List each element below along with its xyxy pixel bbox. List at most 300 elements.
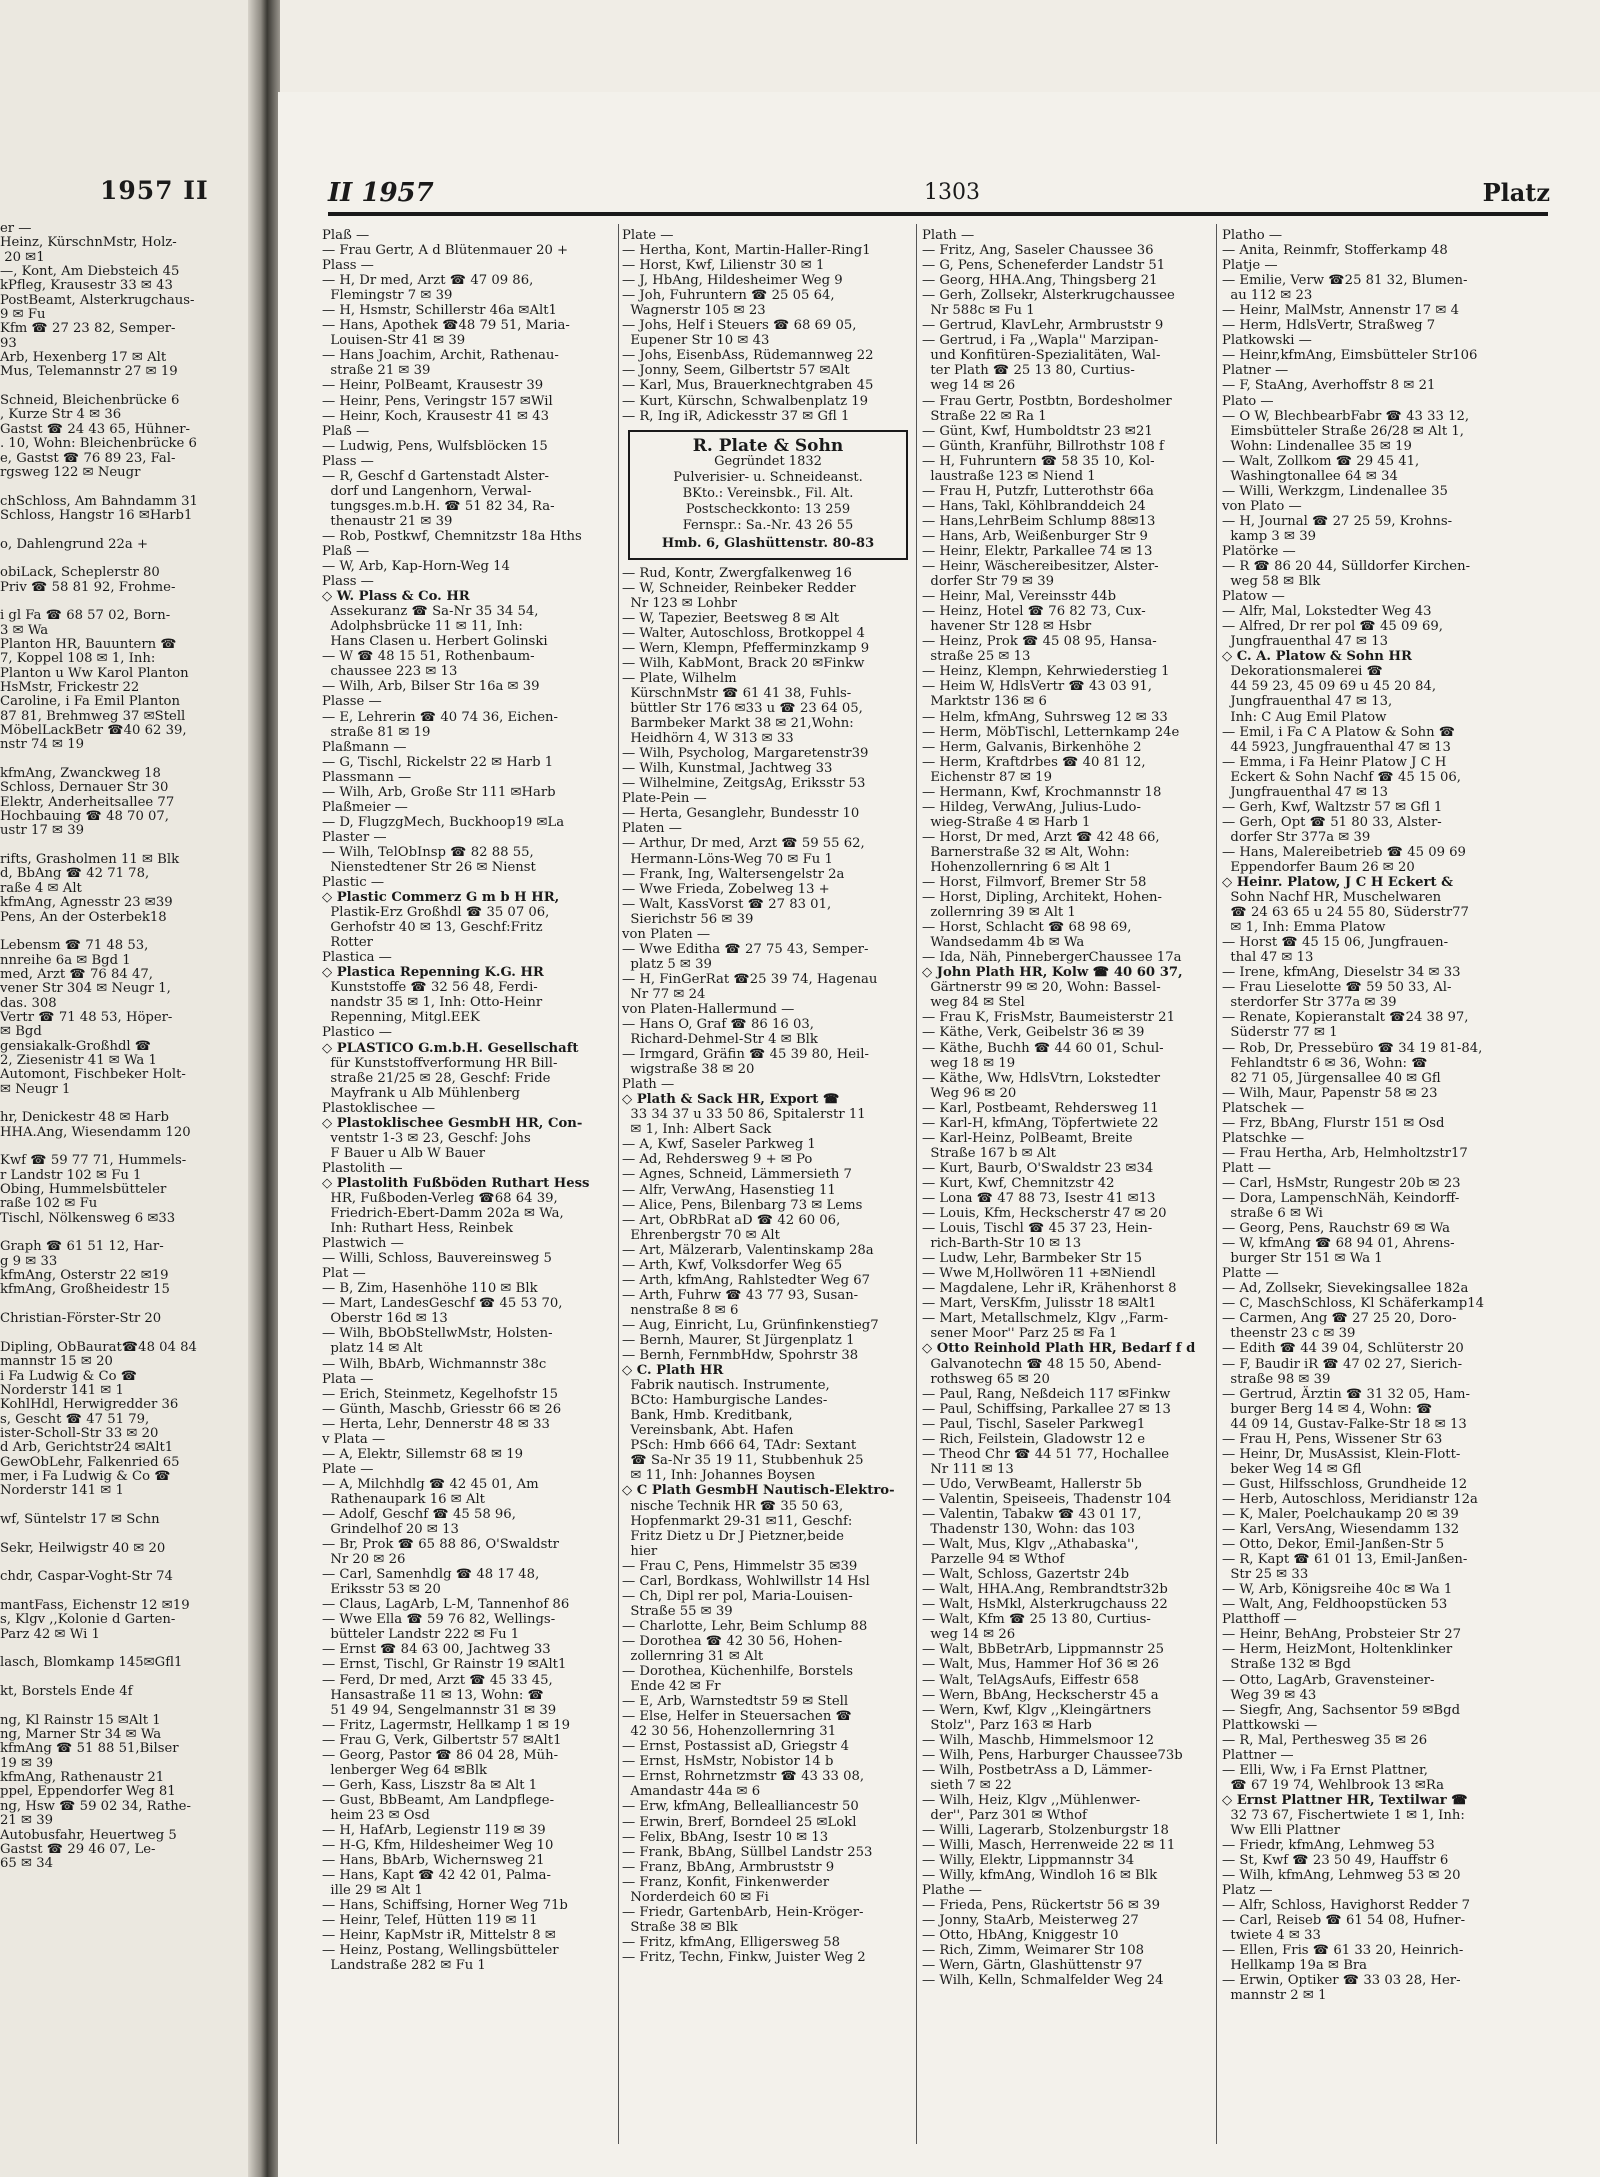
entry-line: Eckert & Sohn Nachf ☎ 45 15 06,: [1222, 769, 1461, 785]
entry-line: Flemingstr 7 ✉ 39: [322, 288, 453, 304]
left-entry-line: HHA.Ang, Wiesendamm 120: [0, 1124, 191, 1140]
entry-line: — Wilh, PostbetrAss a D, Lämmer-: [922, 1762, 1153, 1778]
entry-line: — H, Journal ☎ 27 25 59, Krohns-: [1222, 513, 1453, 529]
entry-line: 51 49 94, Sengelmannstr 31 ✉ 39: [322, 1702, 557, 1718]
surname-heading: Plate —: [322, 1461, 374, 1477]
entry-line: dorf und Langenhorn, Verwal-: [322, 483, 532, 499]
entry-line: kamp 3 ✉ 39: [1222, 528, 1316, 544]
entry-line: — Aug, Einricht, Lu, Grünfinkenstieg7: [622, 1317, 879, 1333]
left-entry-line: [0, 753, 220, 767]
entry-line: — G, Tischl, Rickelstr 22 ✉ Harb 1: [322, 754, 554, 770]
entry-line: 42 30 56, Hohenzollernring 31: [622, 1724, 837, 1740]
surname-heading: Platthoff —: [1222, 1612, 1297, 1628]
entry-line: — W, Schneider, Reinbeker Redder: [622, 580, 856, 596]
entry-line: — Günth, Maschb, Griesstr 66 ✉ 26: [322, 1401, 562, 1417]
firm-entry-line: ◇ Plastoklischee GesmbH HR, Con-: [322, 1115, 583, 1131]
entry-line: — Theod Chr ☎ 44 51 77, Hochallee: [922, 1446, 1170, 1462]
left-entry-line: 7, Koppel 108 ✉ 1, Inh:: [0, 651, 156, 667]
entry-line: Stolz'', Parz 163 ✉ Harb: [922, 1717, 1092, 1733]
surname-heading: Plastwich —: [322, 1236, 404, 1252]
entry-line: — Horst, Schlacht ☎ 68 98 69,: [922, 920, 1132, 936]
entry-line: weg 18 ✉ 19: [922, 1055, 1016, 1071]
entry-line: Ww Elli Plattner: [1222, 1822, 1341, 1838]
entry-line: — Wwe M,Hollwören 11 +✉Niendl: [922, 1266, 1156, 1282]
entry-line: — Gust, BbBeamt, Am Landpflege-: [322, 1792, 555, 1808]
entry-line: — Kurt, Baurb, O'Swaldstr 23 ✉34: [922, 1160, 1154, 1176]
entry-line: — Herta, Lehr, Dennerstr 48 ✉ 33: [322, 1416, 550, 1432]
entry-line: — Hans, Schiffsing, Horner Weg 71b: [322, 1898, 568, 1914]
entry-line: Sohn Nachf HR, Muschelwaren: [1222, 890, 1442, 906]
surname-heading: Plate —: [622, 228, 674, 243]
left-entry-line: g 9 ✉ 33: [0, 1253, 58, 1269]
entry-line: Nr 111 ✉ 13: [922, 1461, 1014, 1477]
entry-line: — A, Elektr, Sillemstr 68 ✉ 19: [322, 1446, 524, 1462]
entry-line: — Dora, LampenschNäh, Keindorff-: [1222, 1191, 1460, 1206]
entry-line: — R, Ing iR, Adickesstr 37 ✉ Gfl 1: [622, 408, 850, 424]
entry-line: — Heinz, Postang, Wellingsbütteler: [322, 1943, 559, 1959]
entry-line: — Willi, Masch, Herrenweide 22 ✉ 11: [922, 1838, 1176, 1854]
entry-line: der'', Parz 301 ✉ Wthof: [922, 1807, 1087, 1823]
entry-line: ✉ 1, Inh: Emma Platow: [1222, 920, 1386, 936]
surname-heading: von Plato —: [1222, 498, 1302, 514]
entry-line: — Wilh, Kelln, Schmalfelder Weg 24: [922, 1973, 1164, 1989]
entry-line: Ende 42 ✉ Fr: [622, 1679, 721, 1695]
entry-line: — Herm, Galvanis, Birkenhöhe 2: [922, 739, 1142, 755]
left-entry-line: [0, 925, 220, 939]
left-entry-line: er —: [0, 222, 32, 236]
entry-line: — Ad, Zollsekr, Sievekingsallee 182a: [1222, 1281, 1469, 1297]
entry-line: — Paul, Schiffsing, Parkallee 27 ✉ 13: [922, 1401, 1171, 1417]
entry-line: — Emil, i Fa C A Platow & Sohn ☎: [1222, 724, 1456, 740]
entry-line: — Walter, Autoschloss, Brotkoppel 4: [622, 625, 865, 641]
entry-line: — Louis, Tischl ☎ 45 37 23, Hein-: [922, 1221, 1153, 1237]
left-entry-line: Arb, Hexenberg 17 ✉ Alt: [0, 350, 167, 366]
entry-line: — Otto, Dekor, Emil-Janßen-Str 5: [1222, 1537, 1445, 1553]
surname-heading: Plate-Pein —: [622, 791, 707, 807]
entry-line: — Erwin, Brerf, Borndeel 25 ✉Lokl: [622, 1814, 857, 1830]
entry-line: — Gertrud, KlavLehr, Armbruststr 9: [922, 318, 1164, 334]
entry-line: — Käthe, Verk, Geibelstr 36 ✉ 39: [922, 1025, 1145, 1041]
entry-line: ventstr 1-3 ✉ 23, Geschf: Johs: [322, 1130, 531, 1146]
left-entry-line: chdr, Caspar-Voght-Str 74: [0, 1569, 173, 1585]
entry-line: — Irene, kfmAng, Dieselstr 34 ✉ 33: [1222, 965, 1461, 981]
entry-line: — C, MaschSchloss, Kl Schäferkamp14: [1222, 1296, 1484, 1312]
surname-heading: v Plata —: [322, 1431, 386, 1447]
left-entry-line: [0, 1298, 220, 1312]
entry-line: Friedrich-Ebert-Damm 202a ✉ Wa,: [322, 1206, 564, 1222]
entry-line: — Ludw, Lehr, Barmbeker Str 15: [922, 1251, 1142, 1267]
entry-line: — Walt, Zollkom ☎ 29 45 41,: [1222, 453, 1420, 469]
entry-line: — Alice, Pens, Bilenbarg 73 ✉ Lems: [622, 1197, 863, 1213]
surname-heading: Plaß —: [322, 423, 370, 439]
entry-line: — Hans, Apothek ☎48 79 51, Maria-: [322, 318, 570, 334]
entry-line: — Käthe, Ww, HdlsVtrn, Lokstedter: [922, 1070, 1161, 1086]
left-entry-line: Schloss, Dernauer Str 30: [0, 780, 169, 796]
entry-line: Repenning, Mitgl.EEK: [322, 1010, 480, 1026]
entry-line: Nr 588c ✉ Fu 1: [922, 303, 1035, 319]
entry-line: — Fritz, Ang, Saseler Chaussee 36: [922, 243, 1154, 259]
entry-line: — Walt, TelAgsAufs, Eiffestr 658: [922, 1672, 1139, 1688]
entry-line: — Rob, Postkwf, Chemnitzstr 18a Hths: [322, 528, 582, 544]
entry-line: Vereinsbank, Abt. Hafen: [622, 1423, 794, 1439]
ad-line: Postscheckkonto: 13 259: [685, 501, 851, 517]
entry-line: — Günth, Kranführ, Billrothstr 108 f: [922, 438, 1164, 454]
entry-line: — Johs, EisenbAss, Rüdemannweg 22: [622, 348, 874, 364]
firm-entry-line: ◇ C. A. Platow & Sohn HR: [1222, 649, 1412, 665]
keyword-header: Platz: [1482, 178, 1550, 207]
surname-heading: Platho —: [1222, 228, 1283, 243]
left-entry-line: 87 81, Brehmweg 37 ✉Stell: [0, 708, 186, 724]
left-entry-line: Pens, An der Osterbek18: [0, 909, 167, 925]
entry-line: tungsges.m.b.H. ☎ 51 82 34, Ra-: [322, 498, 555, 514]
entry-line: — Ernst, HsMstr, Nobistor 14 b: [622, 1754, 834, 1770]
surname-heading: Plastoklischee —: [322, 1100, 436, 1116]
entry-line: — Ch, Dipl rer pol, Maria-Louisen-: [622, 1588, 853, 1604]
entry-line: — Wilh, Maschb, Himmelsmoor 12: [922, 1732, 1155, 1748]
entry-line: burger Str 151 ✉ Wa 1: [1222, 1251, 1383, 1267]
entry-line: Galvanotechn ☎ 48 15 50, Abend-: [922, 1356, 1162, 1372]
entry-line: — Heinz, Hotel ☎ 76 82 73, Cux-: [922, 604, 1146, 620]
left-entry-line: [0, 1097, 220, 1111]
entry-line: F Bauer u Alb W Bauer: [322, 1145, 486, 1161]
entry-line: Straße 55 ✉ 39: [622, 1603, 733, 1619]
left-entry-line: ustr 17 ✉ 39: [0, 823, 85, 839]
entry-line: — Ernst, Rohrnetzmstr ☎ 43 33 08,: [622, 1769, 865, 1785]
entry-line: — Wilh, Arb, Bilser Str 16a ✉ 39: [322, 679, 540, 695]
surname-heading: Plata —: [322, 1371, 374, 1387]
entry-line: — Wern, Kwf, Klgv ,,Kleingärtners: [922, 1702, 1152, 1718]
entry-line: Amandastr 44a ✉ 6: [622, 1784, 761, 1800]
entry-line: — Bernh, FernmbHdw, Spohrstr 38: [622, 1348, 859, 1364]
entry-line: — Siegfr, Ang, Sachsentor 59 ✉Bgd: [1222, 1702, 1461, 1718]
left-entry-line: Elektr, Anderheitsallee 77: [0, 794, 175, 810]
entry-line: — Fritz, Lagermstr, Hellkamp 1 ✉ 19: [322, 1717, 570, 1733]
entry-line: — Ernst, Postassist aD, Griegstr 4: [622, 1739, 850, 1755]
entry-line: Eppendorfer Baum 26 ✉ 20: [1222, 859, 1415, 875]
entry-line: — Elli, Ww, i Fa Ernst Plattner,: [1222, 1762, 1428, 1778]
entry-line: — Fritz, kfmAng, Elligersweg 58: [622, 1934, 841, 1950]
left-entry-line: [0, 595, 220, 609]
entry-line: — Horst, Dipling, Architekt, Hohen-: [922, 890, 1162, 906]
left-entry-line: kfmAng, Großheidestr 15: [0, 1282, 170, 1298]
left-entry-line: Kfm ☎ 27 23 82, Semper-: [0, 321, 176, 337]
firm-entry-line: ◇ C. Plath HR: [622, 1363, 724, 1379]
entry-line: burger Berg 14 ✉ 4, Wohn: ☎: [1222, 1401, 1433, 1417]
entry-line: havener Str 128 ✉ Hsbr: [922, 619, 1092, 635]
entry-line: — Heinz, Prok ☎ 45 08 95, Hansa-: [922, 634, 1157, 650]
entry-line: sener Moor'' Parz 25 ✉ Fa 1: [922, 1326, 1118, 1342]
left-entry-line: [0, 552, 220, 566]
left-entry-line: 20 ✉1: [0, 249, 45, 265]
entry-line: — Heinr, Koch, Krausestr 41 ✉ 43: [322, 408, 549, 424]
surname-heading: Plaßmeier —: [322, 799, 408, 815]
entry-line: — Mart, VersKfm, Julisstr 18 ✉Alt1: [922, 1296, 1157, 1312]
left-entry-line: mantFass, Eichenstr 12 ✉19: [0, 1598, 190, 1613]
left-entry-line: Lebensm ☎ 71 48 53,: [0, 938, 149, 954]
entry-line: ter Plath ☎ 25 13 80, Curtius-: [922, 363, 1135, 379]
entry-line: — E, Lehrerin ☎ 40 74 36, Eichen-: [322, 709, 558, 725]
entry-line: Fehlandtstr 6 ✉ 36, Wohn: ☎: [1222, 1055, 1428, 1071]
left-entry-line: [0, 1556, 220, 1570]
entry-line: — Frau Hertha, Arb, Helmholtzstr17: [1222, 1145, 1468, 1161]
entry-line: wigstraße 38 ✉ 20: [622, 1062, 755, 1078]
entry-line: platz 5 ✉ 39: [622, 956, 712, 972]
entry-line: — Dorothea ☎ 42 30 56, Hohen-: [622, 1633, 843, 1649]
left-entry-line: kfmAng, Agnesstr 23 ✉39: [0, 895, 173, 911]
entry-line: — Herta, Gesanglehr, Bundesstr 10: [622, 806, 860, 822]
entry-line: — Erwin, Optiker ☎ 33 03 28, Her-: [1222, 1973, 1461, 1989]
entry-line: — Frau H, Putzfr, Lutterothstr 66a: [922, 483, 1154, 499]
entry-line: platz 14 ✉ Alt: [322, 1341, 423, 1357]
entry-line: — Claus, LagArb, L-M, Tannenhof 86: [322, 1597, 570, 1613]
surname-heading: Plasse —: [322, 694, 382, 710]
entry-line: zollernring 39 ✉ Alt 1: [922, 905, 1076, 921]
surname-heading: Plat —: [322, 1266, 366, 1282]
entry-line: — Herm, Kraftdrbes ☎ 40 81 12,: [922, 754, 1146, 770]
left-entry-line: [0, 1499, 220, 1513]
entry-line: — Erw, kfmAng, Bellealliancestr 50: [622, 1799, 859, 1815]
entry-line: — W, Tapezier, Beetsweg 8 ✉ Alt: [622, 610, 840, 626]
surname-heading: von Platen-Hallermund —: [622, 1001, 795, 1017]
entry-line: — H, HafArb, Legienstr 119 ✉ 39: [322, 1822, 546, 1838]
entry-line: Barmbeker Markt 38 ✉ 21,Wohn:: [622, 716, 854, 732]
left-entry-line: , Kurze Str 4 ✉ 36: [0, 407, 122, 423]
left-entry-line: Gastst ☎ 24 43 65, Hühner-: [0, 421, 190, 437]
entry-line: sieth 7 ✉ 22: [922, 1777, 1012, 1793]
entry-line: Richard-Dehmel-Str 4 ✉ Blk: [622, 1032, 818, 1048]
entry-line: — Plate, Wilhelm: [622, 670, 737, 686]
page-header: [328, 178, 1550, 214]
surname-heading: Plaster —: [322, 829, 387, 845]
firm-entry-line: ◇ PLASTICO G.m.b.H. Gesellschaft: [322, 1040, 579, 1056]
left-entry-line: gensiakalk-Großhdl ☎: [0, 1038, 152, 1054]
surname-heading: Platkowski —: [1222, 333, 1312, 349]
entry-line: beker Weg 14 ✉ Gfl: [1222, 1461, 1362, 1477]
entry-line: — Agnes, Schneid, Lämmersieth 7: [622, 1167, 852, 1183]
surname-heading: Platt —: [1222, 1160, 1271, 1176]
surname-heading: Plaß —: [322, 543, 370, 559]
entry-line: ✉ 1, Inh: Albert Sack: [622, 1122, 772, 1138]
surname-heading: Plassmann —: [322, 769, 412, 785]
entry-line: Ehrenbergstr 70 ✉ Alt: [622, 1227, 780, 1243]
entry-line: heim 23 ✉ Osd: [322, 1807, 430, 1823]
left-entry-line: med, Arzt ☎ 76 84 47,: [0, 966, 153, 982]
page-number: 1303: [924, 180, 980, 205]
entry-line: Inh: C Aug Emil Platow: [1222, 709, 1387, 725]
ad-address: Hmb. 6, Glashüttenstr. 80-83: [661, 535, 875, 551]
entry-line: — H, FinGerRat ☎25 39 74, Hagenau: [622, 971, 878, 987]
left-entry-line: nstr 74 ✉ 19: [0, 737, 85, 753]
entry-line: — Carl, Bordkass, Wohlwillstr 14 Hsl: [622, 1573, 870, 1589]
left-entry-line: HsMstr, Frickestr 22: [0, 680, 140, 695]
firm-entry-line: ◇ Heinr. Platow, J C H Eckert &: [1222, 875, 1454, 891]
entry-line: — Herm, HeizMont, Holtenklinker: [1222, 1642, 1453, 1658]
entry-line: — R, Geschf d Gartenstadt Alster-: [322, 468, 549, 484]
entry-line: Hansastraße 11 ✉ 13, Wohn: ☎: [322, 1687, 544, 1703]
entry-line: — Gertrud, i Fa ,,Wapla'' Marzipan-: [922, 333, 1159, 349]
entry-line: ✉ 11, Inh: Johannes Boysen: [622, 1468, 816, 1484]
surname-heading: Plath —: [922, 228, 975, 243]
left-entry-line: Kwf ☎ 59 77 71, Hummels-: [0, 1153, 187, 1169]
entry-line: straße 6 ✉ Wi: [1222, 1206, 1323, 1222]
entry-line: 32 73 67, Fischertwiete 1 ✉ 1, Inh:: [1222, 1807, 1465, 1823]
entry-line: — Hans,LehrBeim Schlump 88✉13: [922, 513, 1156, 529]
left-entry-line: i gl Fa ☎ 68 57 02, Born-: [0, 608, 171, 624]
entry-line: Fritz Dietz u Dr J Pietzner,beide: [622, 1528, 844, 1544]
surname-heading: Platow —: [1222, 589, 1285, 605]
entry-line: — Helm, kfmAng, Suhrsweg 12 ✉ 33: [922, 709, 1168, 725]
entry-line: — Frau K, FrisMstr, Baumeisterstr 21: [922, 1010, 1175, 1026]
entry-line: Parzelle 94 ✉ Wthof: [922, 1552, 1065, 1568]
firm-entry-line: ◇ Plastica Repenning K.G. HR: [322, 965, 544, 981]
entry-line: wieg-Straße 4 ✉ Harb 1: [922, 814, 1091, 830]
firm-entry-line: ◇ John Plath HR, Kolw ☎ 40 60 37,: [922, 965, 1183, 981]
firm-entry-line: ◇ W. Plass & Co. HR: [322, 589, 470, 605]
entry-line: Fabrik nautisch. Instrumente,: [622, 1378, 830, 1394]
left-entry-line: . 10, Wohn: Bleichenbrücke 6: [0, 436, 197, 452]
surname-heading: Plass —: [322, 453, 374, 469]
entry-line: Rotter: [322, 935, 373, 951]
column-divider: [916, 224, 917, 2144]
entry-line: PSch: Hmb 666 64, TAdr: Sextant: [622, 1438, 857, 1454]
entry-line: — Hertha, Kont, Martin-Haller-Ring1: [622, 243, 871, 259]
entry-line: Nienstedtener Str 26 ✉ Nienst: [322, 859, 536, 875]
entry-line: — Carl, Reiseb ☎ 61 54 08, Hufner-: [1222, 1913, 1466, 1929]
entry-line: — Walt, BbBetrArb, Lippmannstr 25: [922, 1642, 1164, 1658]
entry-line: — Heinr, Telef, Hütten 119 ✉ 11: [322, 1913, 538, 1929]
surname-heading: Plattkowski —: [1222, 1717, 1318, 1733]
left-entry-line: nnreihe 6a ✉ Bgd 1: [0, 952, 131, 968]
entry-line: — Heinr, Wäschereibesitzer, Alster-: [922, 559, 1159, 575]
left-entry-line: d Arb, Gerichtstr24 ✉Alt1: [0, 1440, 174, 1456]
entry-line: — O W, BlechbearbFabr ☎ 43 33 12,: [1222, 408, 1470, 424]
entry-line: — Wilhelmine, ZeitgsAg, Eriksstr 53: [622, 776, 866, 792]
left-entry-line: Parz 42 ✉ Wi 1: [0, 1626, 100, 1642]
entry-line: — Hans, Arb, Weißenburger Str 9: [922, 528, 1148, 544]
entry-line: — Gerh, Kwf, Waltzstr 57 ✉ Gfl 1: [1222, 799, 1443, 815]
entry-line: — Käthe, Buchh ☎ 44 60 01, Schul-: [922, 1040, 1164, 1056]
left-entry-line: Norderstr 141 ✉ 1: [0, 1382, 124, 1398]
entry-line: zollernring 31 ✉ Alt: [622, 1648, 764, 1664]
entry-line: — Emma, i Fa Heinr Platow J C H: [1222, 754, 1447, 770]
directory-column-2: [622, 228, 914, 2146]
surname-heading: Plato —: [1222, 393, 1274, 409]
directory-column-3: [922, 228, 1214, 2146]
left-entry-line: ister-Scholl-Str 33 ✉ 20: [0, 1425, 159, 1441]
entry-line: — H, Hsmstr, Schillerstr 46a ✉Alt1: [322, 303, 557, 319]
entry-line: Hermann-Löns-Weg 70 ✉ Fu 1: [622, 851, 833, 867]
entry-line: Assekuranz ☎ Sa-Nr 35 34 54,: [322, 604, 539, 620]
surname-heading: Plastic —: [322, 875, 385, 891]
ad-line: Fernspr.: Sa.-Nr. 43 26 55: [682, 517, 854, 533]
entry-line: — Gust, Hilfsschloss, Grundheide 12: [1222, 1476, 1468, 1492]
header-rule: [328, 212, 1548, 216]
entry-line: — Heinr, KapMstr iR, Mittelstr 8 ✉: [322, 1928, 556, 1944]
entry-line: — Walt, Mus, Hammer Hof 36 ✉ 26: [922, 1657, 1159, 1673]
entry-line: Sierichstr 56 ✉ 39: [622, 911, 754, 927]
entry-line: — Karl, Mus, Brauerknechtgraben 45: [622, 378, 874, 394]
left-entry-line: ng, Marner Str 34 ✉ Wa: [0, 1727, 162, 1743]
entry-line: — Wwe Ella ☎ 59 76 82, Wellings-: [322, 1612, 556, 1628]
entry-line: Plastik-Erz Großhdl ☎ 35 07 06,: [322, 905, 550, 921]
entry-line: — Else, Helfer in Steuersachen ☎: [622, 1709, 852, 1725]
entry-line: — Wilh, kfmAng, Lehmweg 53 ✉ 20: [1222, 1868, 1461, 1884]
entry-line: — Frz, BbAng, Flurstr 151 ✉ Osd: [1222, 1115, 1445, 1131]
left-entry-line: [0, 1642, 220, 1656]
entry-line: — Arth, Fuhrw ☎ 43 77 93, Susan-: [622, 1287, 859, 1303]
left-entry-line: s, Klgv ,,Kolonie d Garten-: [0, 1612, 176, 1628]
entry-line: — Otto, LagArb, Gravensteiner-: [1222, 1672, 1435, 1688]
entry-line: — Br, Prok ☎ 65 88 86, O'Swaldstr: [322, 1537, 559, 1553]
entry-line: Landstraße 282 ✉ Fu 1: [322, 1958, 486, 1974]
left-entry-line: kfmAng, Zwanckweg 18: [0, 766, 161, 782]
surname-heading: Plastico —: [322, 1025, 392, 1041]
entry-line: Straße 132 ✉ Bgd: [1222, 1657, 1351, 1673]
entry-line: Wohn: Lindenallee 35 ✉ 19: [1222, 438, 1412, 454]
entry-line: 44 5923, Jungfrauenthal 47 ✉ 13: [1222, 739, 1451, 755]
entry-line: straße 81 ✉ 19: [322, 724, 431, 740]
entry-line: — R, Mal, Perthesweg 35 ✉ 26: [1222, 1732, 1428, 1748]
entry-line: thal 47 ✉ 13: [1222, 950, 1314, 966]
surname-heading: Platschke —: [1222, 1130, 1305, 1146]
entry-line: — Gerh, Kass, Liszstr 8a ✉ Alt 1: [322, 1777, 538, 1793]
entry-line: lenberger Weg 64 ✉Blk: [322, 1762, 488, 1778]
entry-line: — Frau C, Pens, Himmelstr 35 ✉39: [622, 1558, 858, 1574]
surname-heading: Plass —: [322, 574, 374, 590]
entry-line: — W, kfmAng ☎ 68 94 01, Ahrens-: [1222, 1236, 1455, 1252]
entry-line: — Rich, Feilstein, Gladowstr 12 e: [922, 1431, 1146, 1447]
entry-line: — W, Arb, Kap-Horn-Weg 14: [322, 559, 510, 575]
entry-line: — Jonny, Seem, Gilbertstr 57 ✉Alt: [622, 363, 850, 379]
entry-line: Heidhörn 4, W 313 ✉ 33: [622, 731, 794, 747]
left-entry-line: KohlHdl, Herwigredder 36: [0, 1397, 179, 1413]
entry-line: straße 21 ✉ 39: [322, 363, 431, 379]
entry-line: — Valentin, Speiseeis, Thadenstr 104: [922, 1491, 1172, 1507]
entry-line: — Wilh, KabMont, Brack 20 ✉Finkw: [622, 655, 865, 671]
entry-line: — Hermann, Kwf, Krochmannstr 18: [922, 784, 1162, 800]
entry-line: Marktstr 136 ✉ 6: [922, 694, 1047, 710]
entry-line: — Willi, Werkzgm, Lindenallee 35: [1222, 483, 1448, 499]
surname-heading: von Platen —: [622, 926, 711, 942]
left-entry-line: [0, 1585, 220, 1599]
left-entry-line: [0, 523, 220, 537]
surname-heading: Plaß —: [322, 228, 370, 243]
entry-line: — Hans Joachim, Archit, Rathenau-: [322, 348, 559, 364]
entry-line: Eupener Str 10 ✉ 43: [622, 333, 770, 349]
left-entry-line: Autobusfahr, Heuertweg 5: [0, 1827, 177, 1843]
entry-line: Rathenaupark 16 ✉ Alt: [322, 1491, 485, 1507]
entry-line: — Willy, kfmAng, Windloh 16 ✉ Blk: [922, 1868, 1158, 1884]
left-entry-line: Gastst ☎ 29 46 07, Le-: [0, 1841, 156, 1857]
entry-line: Norderdeich 60 ✉ Fi: [622, 1889, 769, 1905]
entry-line: — Willy, Elektr, Lippmannstr 34: [922, 1853, 1135, 1869]
entry-line: — Art, Mälzerarb, Valentinskamp 28a: [622, 1242, 874, 1258]
entry-line: — Georg, Pens, Rauchstr 69 ✉ Wa: [1222, 1221, 1451, 1237]
entry-line: — Heinr, Elektr, Parkallee 74 ✉ 13: [922, 543, 1153, 559]
entry-line: — Wwe Editha ☎ 27 75 43, Semper-: [622, 941, 869, 957]
left-entry-line: Planton HR, Bauuntern ☎: [0, 636, 177, 652]
entry-line: Hellkamp 19a ✉ Bra: [1222, 1958, 1368, 1974]
entry-line: — Günt, Kwf, Humboldtstr 23 ✉21: [922, 423, 1153, 439]
entry-line: — Walt, Ang, Feldhoopstücken 53: [1222, 1597, 1448, 1613]
entry-line: — Ida, Näh, PinnebergerChaussee 17a: [922, 950, 1182, 966]
entry-line: Louisen-Str 41 ✉ 39: [322, 333, 466, 349]
entry-line: — Heinz, Klempn, Kehrwiederstieg 1: [922, 664, 1170, 680]
entry-line: Kunststoffe ☎ 32 56 48, Ferdi-: [322, 980, 538, 996]
left-entry-line: Mus, Telemannstr 27 ✉ 19: [0, 364, 178, 380]
left-entry-line: 19 ✉ 39: [0, 1755, 53, 1771]
edition-label: II 1957: [328, 178, 434, 208]
